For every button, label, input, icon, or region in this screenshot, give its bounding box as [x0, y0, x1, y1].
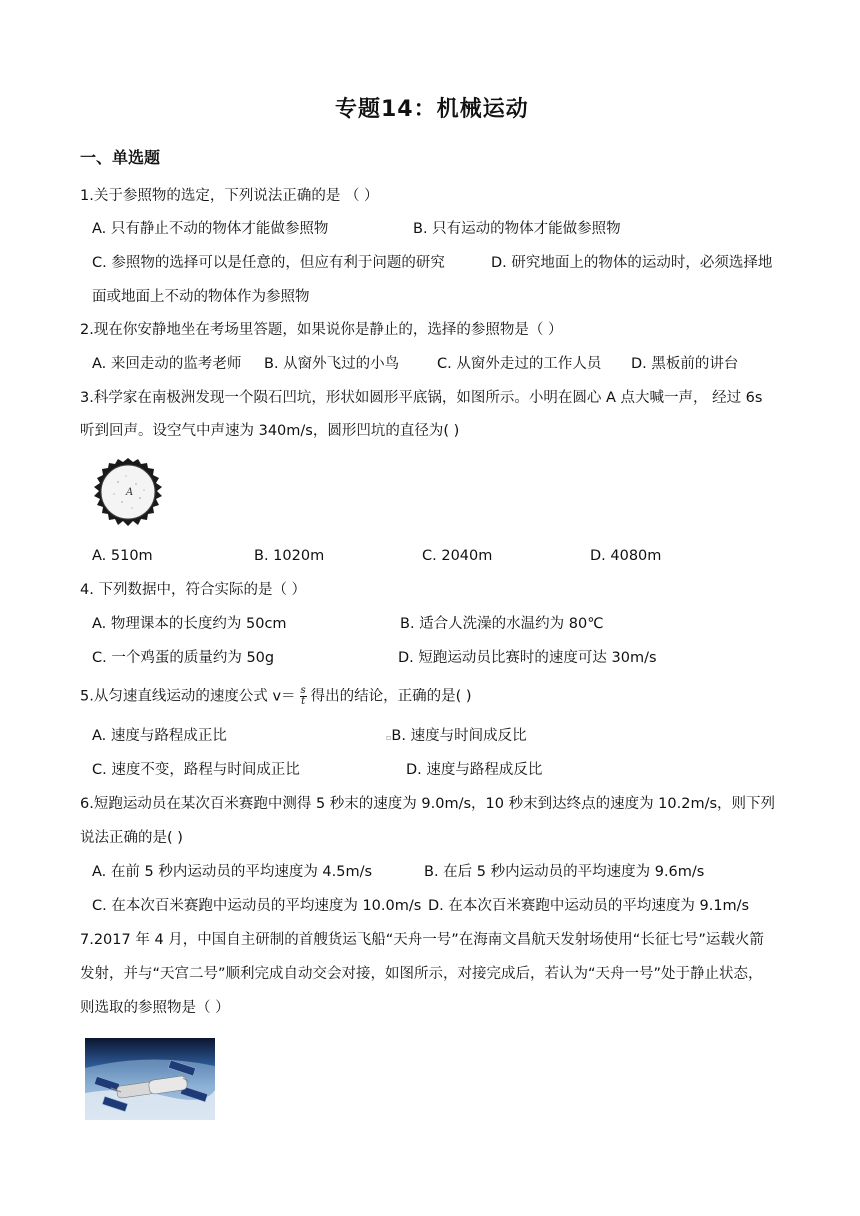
question-5-option-a: A. 速度与路程成正比: [92, 728, 227, 744]
stray-mark-icon: ▫: [386, 733, 392, 742]
space-station-photo: [85, 1038, 215, 1120]
question-1-option-d-cont: 面或地面上不动的物体作为参照物: [92, 289, 310, 305]
fraction-numerator: s: [300, 685, 306, 696]
question-3-option-a: A. 510m: [92, 548, 153, 564]
question-5-option-b: [386, 726, 527, 748]
question-2-option-d: D. 黑板前的讲台: [631, 356, 739, 372]
question-3-option-d: D. 4080m: [590, 548, 662, 564]
question-6-option-b: B. 在后 5 秒内运动员的平均速度为 9.6m/s: [424, 864, 705, 880]
question-3-option-c: C. 2040m: [422, 548, 493, 564]
section-heading: 一、单选题: [80, 148, 161, 167]
question-4-stem: 4. 下列数据中，符合实际的是（ ）: [80, 582, 307, 598]
question-2-option-c: C. 从窗外走过的工作人员: [437, 356, 602, 372]
question-5-option-b-text: B. 速度与时间成反比: [391, 728, 527, 744]
question-3-stem-cont: 听到回声。设空气中声速为 340m/s，圆形凹坑的直径为( ): [80, 423, 460, 439]
question-2-option-a: A. 来回走动的监考老师: [92, 356, 242, 372]
question-2-option-b: B. 从窗外飞过的小鸟: [264, 356, 400, 372]
question-6-option-a: A. 在前 5 秒内运动员的平均速度为 4.5m/s: [92, 864, 373, 880]
question-5-option-c: C. 速度不变，路程与时间成正比: [92, 762, 300, 778]
question-4-option-d: D. 短跑运动员比赛时的速度可达 30m/s: [398, 650, 657, 666]
question-4-option-b: B. 适合人洗澡的水温约为 80℃: [400, 616, 604, 632]
question-4-option-c: C. 一个鸡蛋的质量约为 50g: [92, 650, 275, 666]
crater-center-label: A: [126, 487, 134, 498]
question-1-stem: 1.关于参照物的选定，下列说法正确的是 （ ）: [80, 188, 379, 204]
question-5-stem: [80, 686, 472, 707]
question-7-stem: 7.2017 年 4 月，中国自主研制的首艘货运飞船“天舟一号”在海南文昌航天发射场使用“长征七号”运载火箭: [80, 932, 764, 948]
question-2-stem: 2.现在你安静地坐在考场里答题，如果说你是静止的，选择的参照物是（ ）: [80, 322, 563, 338]
question-4-option-a: A. 物理课本的长度约为 50cm: [92, 616, 287, 632]
question-5-stem-post: 得出的结论，正确的是( ): [310, 688, 472, 705]
question-3-option-b: B. 1020m: [254, 548, 325, 564]
crater-figure: [86, 454, 170, 530]
question-1-option-a: A. 只有静止不动的物体才能做参照物: [92, 221, 329, 237]
question-1-option-d: D. 研究地面上的物体的运动时，必须选择地: [491, 255, 773, 271]
fraction-denominator: t: [301, 696, 306, 707]
speed-formula-fraction: [300, 686, 307, 707]
question-1-option-c: C. 参照物的选择可以是任意的，但应有利于问题的研究: [92, 255, 445, 271]
question-6-stem-cont: 说法正确的是( ): [80, 830, 183, 846]
question-6-option-c: C. 在本次百米赛跑中运动员的平均速度为 10.0m/s: [92, 898, 422, 914]
question-3-stem: 3.科学家在南极洲发现一个陨石凹坑，形状如圆形平底锅，如图所示。小明在圆心 A 点大喊一声， 经过 6s: [80, 390, 763, 406]
question-5-stem-pre: 5.从匀速直线运动的速度公式 v＝: [80, 688, 296, 705]
question-5-option-d: D. 速度与路程成反比: [406, 762, 543, 778]
question-7-stem-cont-2: 则选取的参照物是（ ）: [80, 1000, 230, 1016]
question-6-stem: 6.短跑运动员在某次百米赛跑中测得 5 秒末的速度为 9.0m/s，10 秒末到达终点的速度为 10.2m/s，则下列: [80, 796, 776, 812]
question-6-option-d: D. 在本次百米赛跑中运动员的平均速度为 9.1m/s: [428, 898, 750, 914]
question-7-stem-cont-1: 发射，并与“天宫二号”顺利完成自动交会对接，如图所示，对接完成后，若认为“天舟一号”处于静止状态，: [80, 966, 763, 982]
question-1-option-b: B. 只有运动的物体才能做参照物: [413, 221, 621, 237]
page-title: 专题14：机械运动: [335, 97, 529, 122]
